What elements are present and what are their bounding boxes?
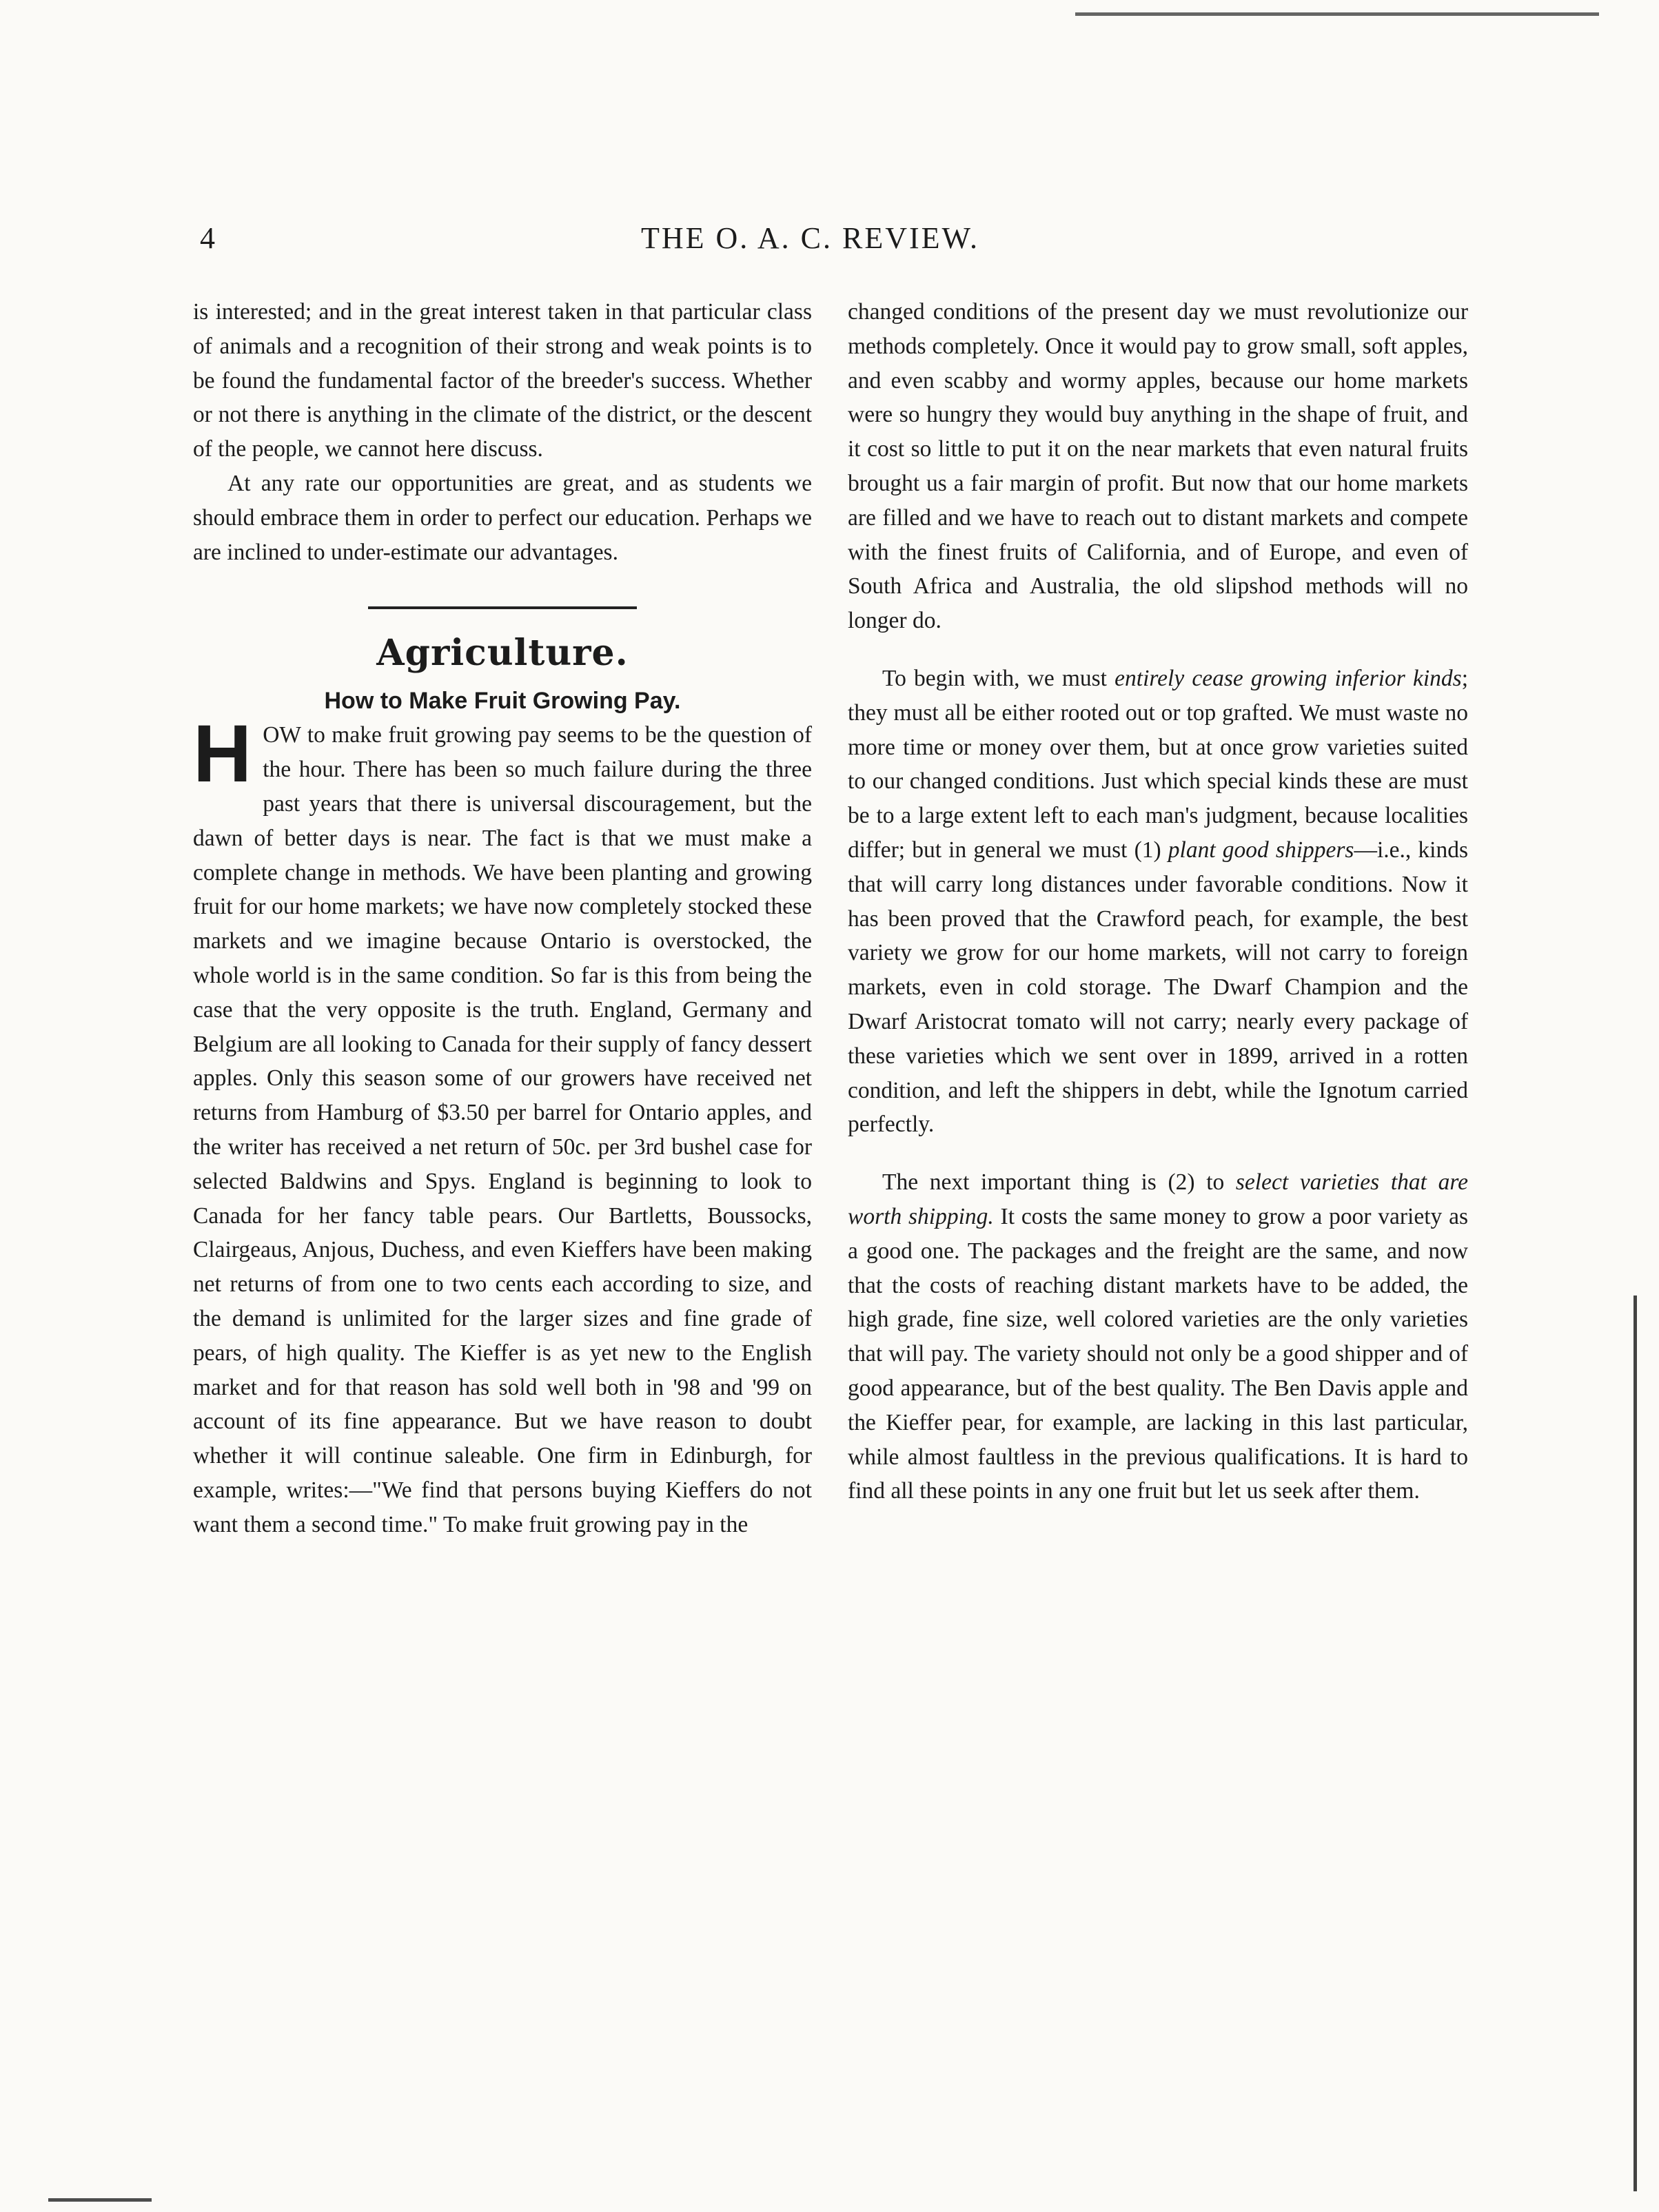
p2-emphasis-1: entirely cease growing inferior kinds bbox=[1115, 665, 1462, 691]
running-head: THE O. A. C. REVIEW. bbox=[641, 221, 980, 255]
p2-text-b: ; they must all be either rooted out or top grafted. We must waste no more time or money over them, but at once grow varieties suited to our changed conditions. Just which special kinds these are must be to a large extent left to each man's judgment, because localities differ; but in general we must (1) bbox=[848, 665, 1468, 863]
left-column bbox=[193, 295, 812, 1542]
right-paragraph-1: changed conditions of the present day we must revolutionize our methods completely. Once it would pay to grow small, soft apples, and even scabby and wormy apples, because our home markets were so hungry they would buy anything in the shape of fruit, and it cost so little to put it on the near markets that even natural fruits brought us a fair margin of profit. But now that our home markets are filled and we have to reach out to distant markets and compete with the finest fruits of California, and of Europe, and even of South Africa and Australia, the old slipshod methods will no longer do. bbox=[848, 299, 1468, 634]
intro-paragraph-2: At any rate our opportunities are great, and as students we should embrace them in order to perfect our education. Perhaps we are inclined to under-estimate our advantages. bbox=[193, 470, 812, 565]
paragraph-gap bbox=[848, 638, 1468, 662]
right-paragraph-3 bbox=[848, 1165, 1468, 1508]
p2-text-c: —i.e., kinds that will carry long distances under favorable conditions. Now it has been proved that the Crawford peach, for example, the best variety we grow for our home markets, will not carry to foreign markets, even in cold storage. The Dwarf Champion and the Dwarf Aristocrat tomato will not carry; nearly every package of these varieties which we sent over in 1899, arrived in a rotten condition, and left the shippers in debt, while the Ignotum carried perfectly. bbox=[848, 837, 1469, 1138]
top-edge-rule bbox=[1075, 12, 1599, 16]
p2-text-a: To begin with, we must bbox=[882, 665, 1115, 691]
intro-paragraph-1: is interested; and in the great interest taken in that particular class of animals and a recognition of their strong and weak points is to be found the fundamental factor of the breeder's success. Whether or not there is anything in the climate of the district, or the descent of the people, we cannot here discuss. bbox=[193, 299, 812, 462]
page-number: 4 bbox=[200, 221, 215, 255]
paragraph-gap bbox=[848, 1142, 1468, 1165]
section-divider bbox=[368, 606, 637, 609]
article-paragraph-1 bbox=[193, 708, 812, 1542]
article-title: How to Make Fruit Growing Pay. bbox=[324, 688, 681, 715]
drop-cap: H bbox=[193, 708, 252, 800]
bottom-edge-rule bbox=[48, 2198, 152, 2202]
right-paragraph-2 bbox=[848, 662, 1468, 1142]
article-paragraph-1-text: OW to make fruit growing pay seems to be the question of the hour. There has been so much failure during the three past years that there is universal discouragement, but the dawn of better days is near. The fact is that we must make a complete change in methods. We have been planting and growing fruit for our home markets; we have now completely stocked these markets and we imagine because Ontario is overstocked, the whole world is in the same condition. So far is this from being the case that the very opposite is the truth. England, Germany and Belgium are all looking to Canada for their supply of fancy dessert apples. Only this season some of our growers have received net returns from Hamburg of $3.50 per barrel for Ontario apples, and the writer has received a net return of 50c. per 3rd bushel case for selected Baldwins and Spys. England is beginning to look to Canada for her fancy table pears. Our Bartletts, Boussocks, Clairgeaus, Anjous, Duchess, and even Kieffers have been making net returns of from one to two cents each according to size, and the demand is unlimited for the larger sizes and fine grade of pears, of high quality. The Kieffer is as yet new to the English market and for that reason has sold well both in '98 and '99 on account of its fine appearance. But we have reason to doubt whether it will continue saleable. One firm in Edinburgh, for example, writes:—"We find that persons buying Kieffers do not want them a second time." To make fruit growing pay in the bbox=[193, 722, 812, 1537]
scan-edge-line bbox=[1633, 1296, 1637, 2191]
p3-text-b: It costs the same money to grow a poor variety as a good one. The packages and the freight are the same, and now that the costs of reaching distant markets have to be added, the high grade, fine size, well colored varieties are the only varieties that will pay. The variety should not only be a good shipper and of good appearance, but of the best quality. The Ben Davis apple and the Kieffer pear, for example, are lacking in this last particular, while almost faultless in the previous qualifications. It is hard to find all these points in any one fruit but let us seek after them. bbox=[848, 1203, 1468, 1504]
right-column bbox=[848, 295, 1468, 1508]
p3-text-a: The next important thing is (2) to bbox=[882, 1169, 1236, 1196]
p2-emphasis-2: plant good shippers bbox=[1168, 837, 1354, 863]
p3-emphasis-1: select varieties that are worth shipping. bbox=[848, 1169, 1468, 1229]
section-heading: Agriculture. bbox=[376, 632, 629, 675]
